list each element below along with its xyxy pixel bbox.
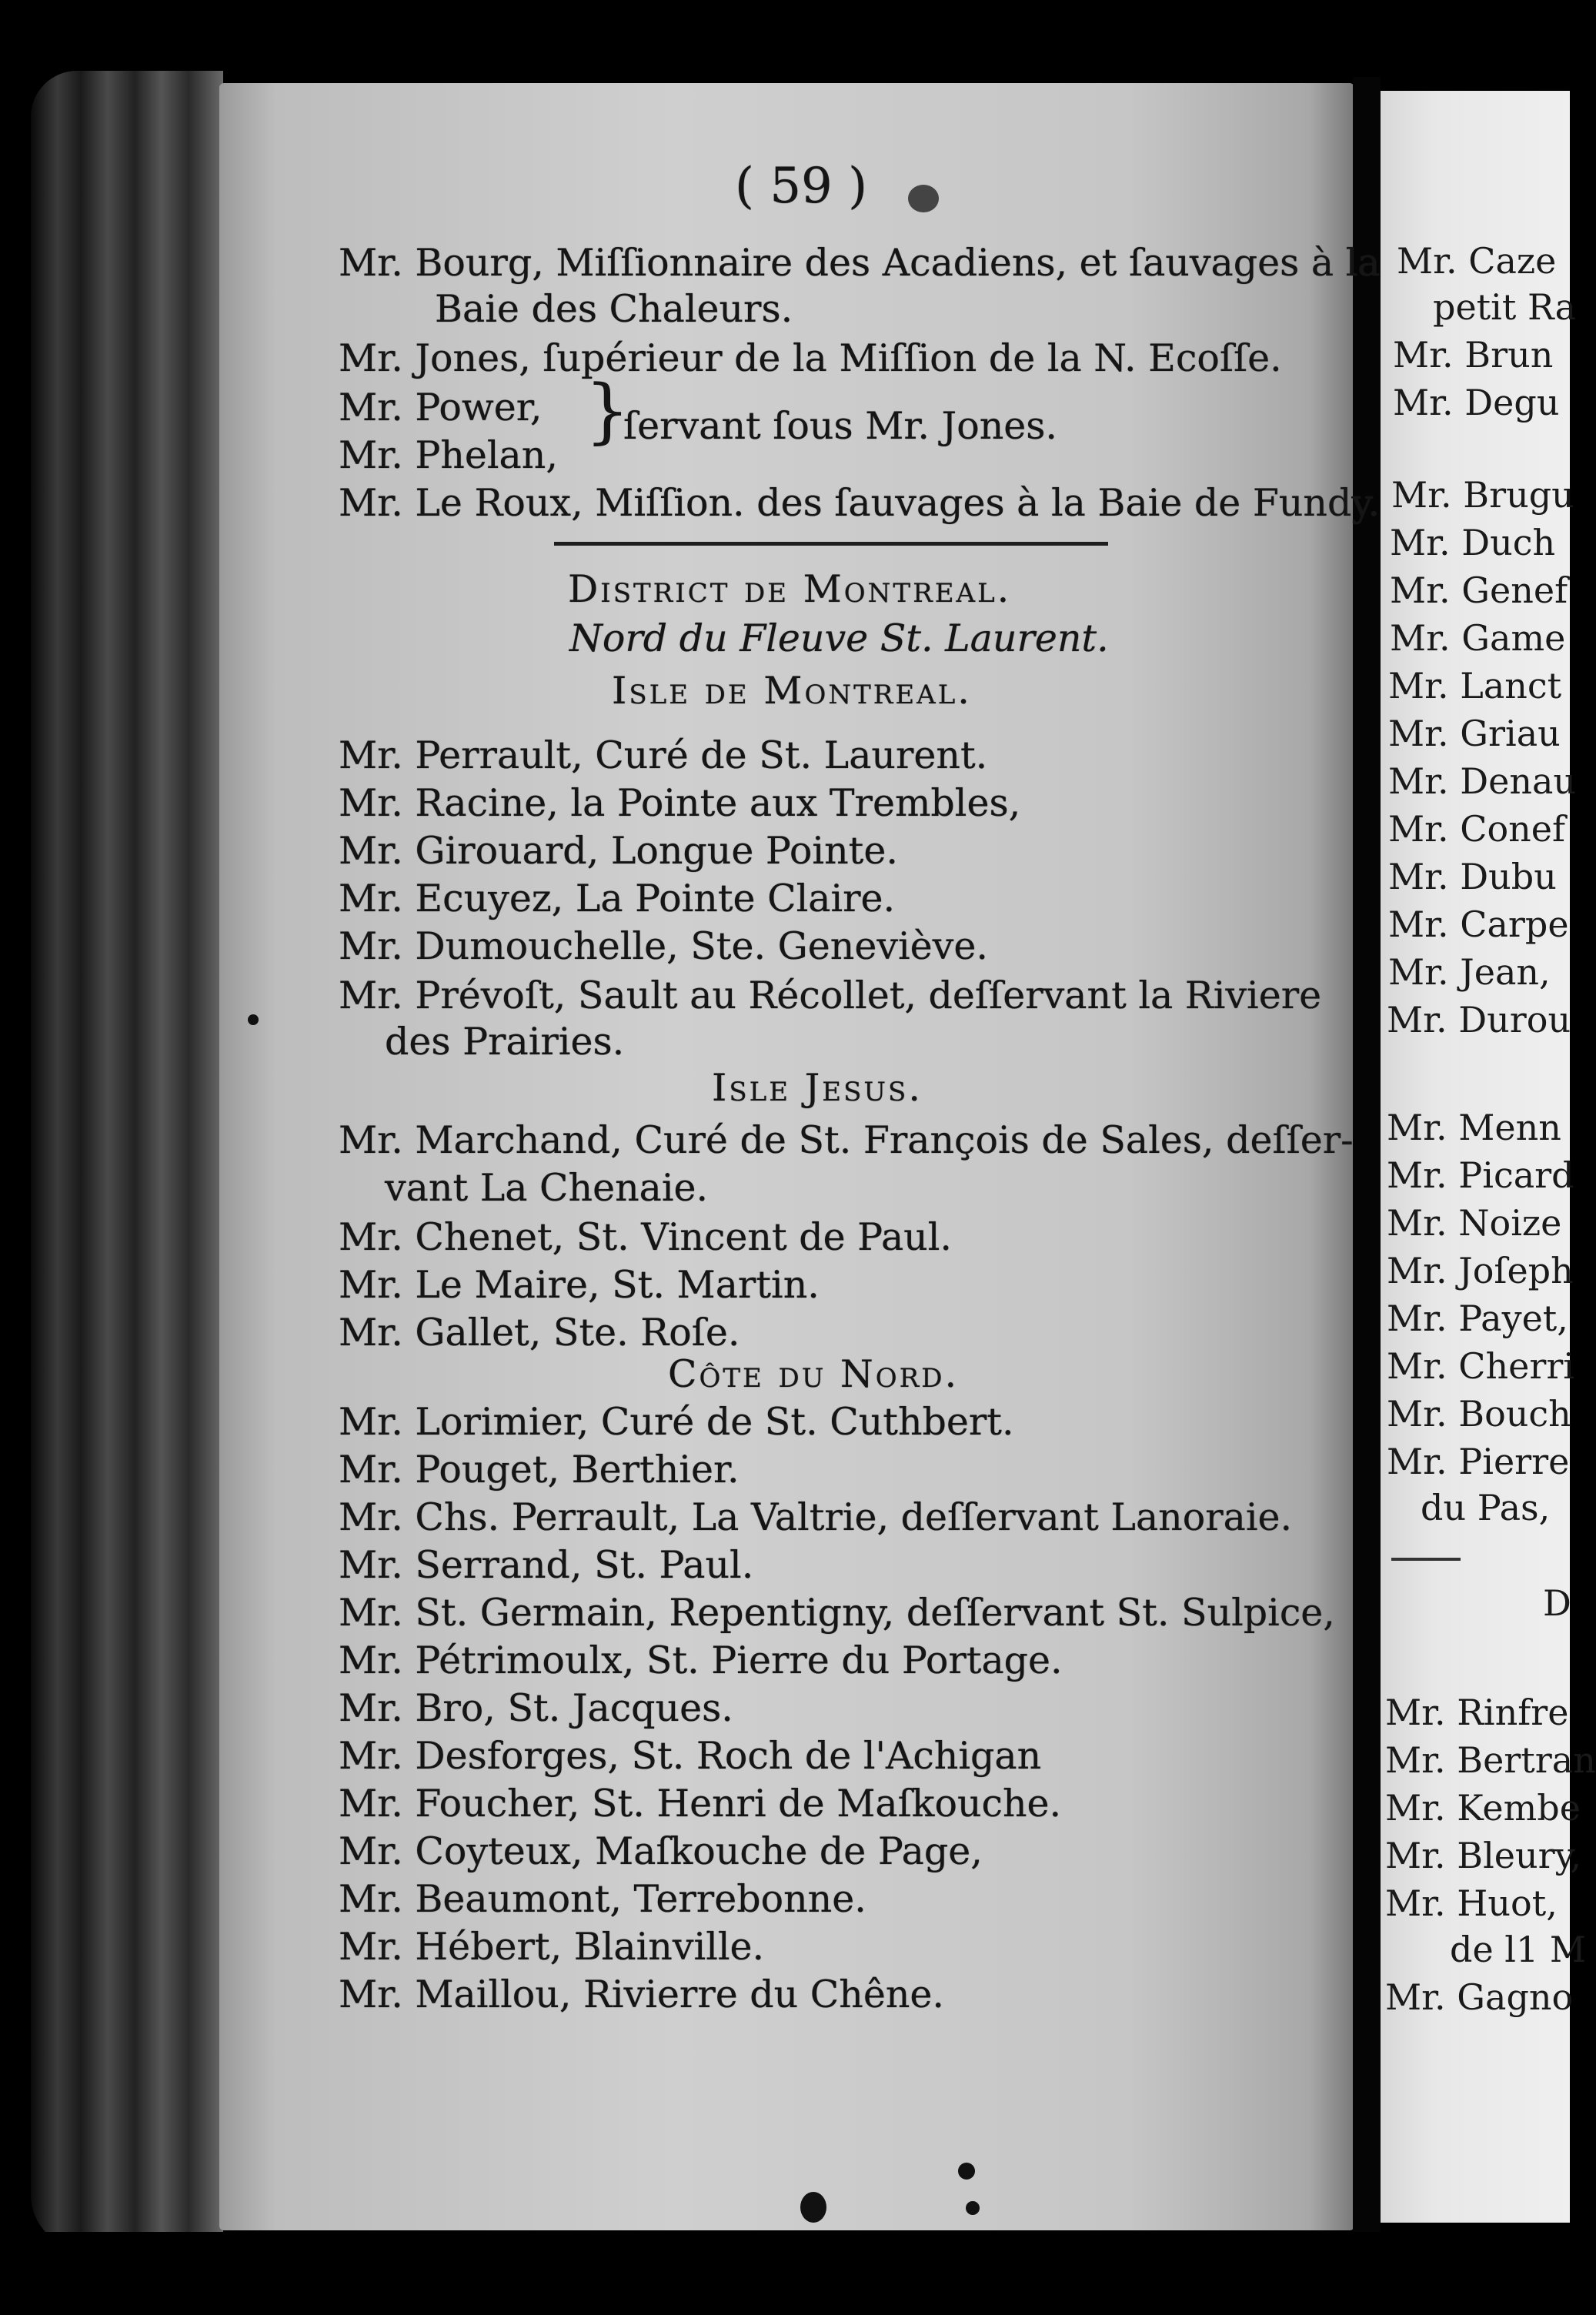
text-line: Mr. Kembe — [1385, 1787, 1581, 1829]
text-line: Mr. Payet, — [1387, 1298, 1568, 1339]
text-line: petit Ra — [1433, 286, 1577, 328]
ink-speck — [966, 2201, 980, 2215]
text-line: Mr. Picard — [1387, 1154, 1574, 1196]
text-line: Mr. Gagno — [1385, 1976, 1574, 2018]
book-page-edges — [31, 71, 223, 2249]
text-line: Mr. Genef — [1390, 570, 1568, 611]
text-line: Mr. Brugu — [1391, 474, 1574, 516]
text-line: Mr. Brun — [1393, 334, 1554, 376]
text-line: Mr. Dubu — [1388, 856, 1557, 897]
text-line: Mr. Phelan, — [339, 433, 558, 477]
section-divider — [1391, 1558, 1461, 1561]
text-line: Mr. Pouget, Berthier. — [339, 1448, 740, 1492]
text-line: ſervant ſous Mr. Jones. — [623, 404, 1057, 448]
section-heading: Côte du Nord. — [668, 1352, 960, 1396]
text-line: Mr. Serrand, St. Paul. — [339, 1543, 754, 1587]
text-line: Mr. Racine, la Pointe aux Trembles, — [339, 781, 1021, 825]
text-line: Mr. St. Germain, Repentigny, deſſervant St. Sulpice, — [339, 1591, 1335, 1635]
text-line: Mr. Marchand, Curé de St. François de Sales, deſſer- — [339, 1118, 1354, 1162]
section-subheading: Nord du Fleuve St. Laurent. — [569, 616, 1109, 660]
ink-speck — [958, 2163, 975, 2180]
text-line: Mr. Hébert, Blainville. — [339, 1925, 765, 1969]
text-line: Mr. Bertran — [1385, 1739, 1596, 1781]
scan-border-top — [0, 0, 1570, 71]
text-line: Mr. Rinfre — [1385, 1692, 1569, 1733]
text-line: Mr. Game — [1390, 617, 1566, 659]
section-heading: Isle Jesus. — [712, 1066, 923, 1110]
text-line: Mr. Carpe — [1388, 904, 1569, 945]
ink-speck — [248, 1014, 259, 1025]
text-line: Baie des Chaleurs. — [435, 287, 793, 331]
text-line: Mr. Bouch — [1387, 1393, 1571, 1435]
text-line: Mr. Duch — [1390, 522, 1556, 563]
text-line: Mr. Griau — [1388, 713, 1561, 754]
ink-speck — [800, 2192, 826, 2223]
text-line: Mr. Degu — [1393, 382, 1560, 423]
text-line: Mr. Bourg, Miſſionnaire des Acadiens, et ſauvages à la — [339, 241, 1381, 285]
text-line: vant La Chenaie. — [385, 1166, 709, 1210]
text-line: Mr. Girouard, Longue Pointe. — [339, 829, 898, 873]
text-line: Mr. Perrault, Curé de St. Laurent. — [339, 733, 988, 777]
text-line: Mr. Jones, ſupérieur de la Miſſion de la N. Ecoſſe. — [339, 336, 1282, 380]
text-line: Mr. Chs. Perrault, La Valtrie, deſſervant Lanoraie. — [339, 1495, 1293, 1539]
text-line: Mr. Joſeph — [1387, 1250, 1574, 1291]
text-line: Mr. Denau — [1388, 760, 1577, 802]
section-heading: District de Montreal. — [568, 567, 1012, 611]
text-line: Mr. Durou — [1387, 999, 1571, 1041]
section-divider — [554, 542, 1108, 546]
brace-glyph: } — [585, 369, 630, 452]
page-number: ( 59 ) — [735, 158, 868, 215]
text-line: Mr. Caze — [1397, 240, 1557, 282]
book-gutter — [1353, 77, 1381, 2240]
text-line: Mr. Pierre — [1387, 1441, 1570, 1482]
text-line: Mr. Huot, — [1385, 1882, 1558, 1924]
text-line: Mr. Menn — [1387, 1107, 1561, 1148]
text-line: Mr. Bleury, — [1385, 1835, 1582, 1876]
text-line: des Prairies. — [385, 1020, 625, 1064]
scan-border-bottom — [0, 2232, 1570, 2315]
text-line: Mr. Conef — [1388, 808, 1566, 850]
text-line: Mr. Chenet, St. Vincent de Paul. — [339, 1215, 952, 1259]
text-line: Mr. Cherri — [1387, 1345, 1575, 1387]
text-line: Mr. Maillou, Rivierre du Chêne. — [339, 1973, 944, 2016]
text-line: Mr. Dumouchelle, Ste. Geneviève. — [339, 924, 988, 968]
section-heading: Isle de Montreal. — [612, 669, 972, 713]
text-line: Mr. Le Maire, St. Martin. — [339, 1263, 820, 1307]
text-line: de l1 M — [1450, 1929, 1586, 1970]
text-line: Mr. Ecuyez, La Pointe Claire. — [339, 877, 896, 920]
text-line: Mr. Lanct — [1388, 665, 1562, 707]
text-line: Mr. Jean, — [1388, 951, 1551, 993]
text-line: Mr. Lorimier, Curé de St. Cuthbert. — [339, 1400, 1014, 1444]
text-line: Mr. Pétrimoulx, St. Pierre du Portage. — [339, 1639, 1063, 1682]
text-line: Mr. Desforges, St. Roch de l'Achigan — [339, 1734, 1042, 1778]
text-line: du Pas, — [1421, 1487, 1551, 1528]
text-line: Mr. Bro, St. Jacques. — [339, 1686, 733, 1730]
text-line: Mr. Le Roux, Miſſion. des ſauvages à la Baie de Fundy. — [339, 481, 1381, 525]
text-line: Mr. Noize — [1387, 1202, 1562, 1244]
text-line: Mr. Gallet, Ste. Roſe. — [339, 1311, 740, 1355]
text-line: Mr. Prévoſt, Sault au Récollet, deſſervant la Riviere — [339, 974, 1322, 1017]
section-heading: D — [1543, 1582, 1574, 1624]
text-line: Mr. Power, — [339, 386, 543, 429]
text-line: Mr. Beaumont, Terrebonne. — [339, 1877, 866, 1921]
text-line: Mr. Coyteux, Maſkouche de Page, — [339, 1829, 983, 1873]
ink-speck — [908, 185, 939, 212]
text-line: Mr. Foucher, St. Henri de Maſkouche. — [339, 1782, 1062, 1826]
